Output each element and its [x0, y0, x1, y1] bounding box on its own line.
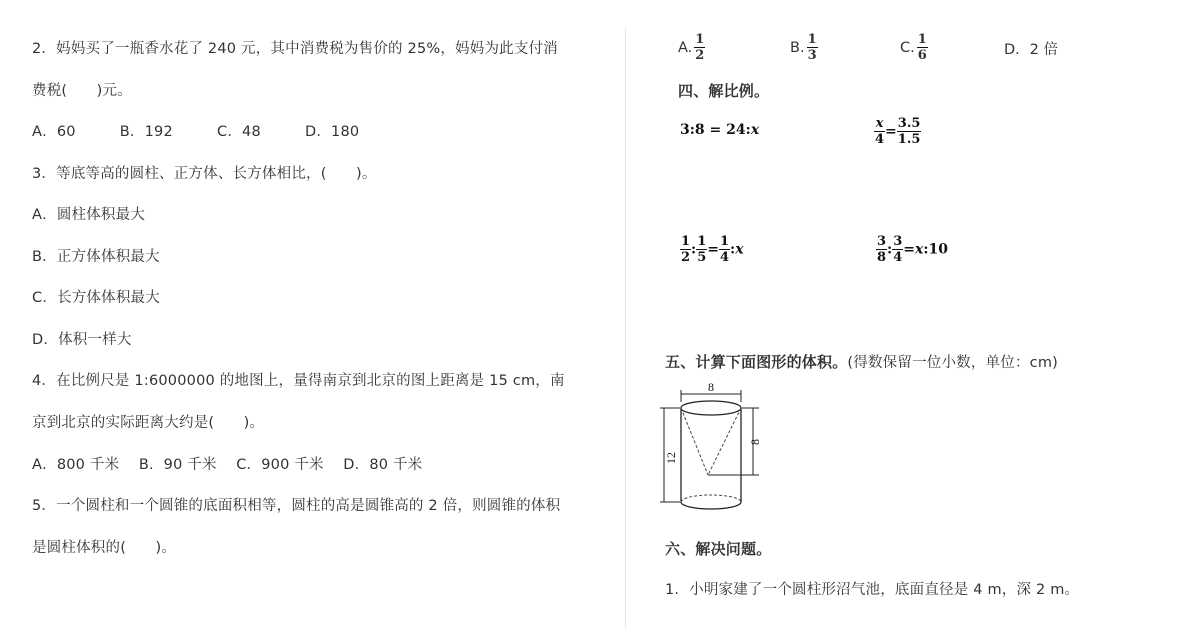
choice-b-fraction [807, 32, 818, 63]
q4-line1: 4．在比例尺是 1:6000000 的地图上，量得南京到北京的图上距离是 15 cm，南 [32, 373, 565, 389]
q5-line2: 是圆柱体积的( )。 [32, 540, 177, 556]
q5-line1: 5．一个圆柱和一个圆锥的底面积相等，圆柱的高是圆锥高的 2 倍，则圆锥的体积 [32, 498, 561, 514]
section6-title: 六、解决问题。 [665, 540, 772, 558]
q3-stem: 3．等底等高的圆柱、正方体、长方体相比，( )。 [32, 166, 377, 182]
cylinder-top-ellipse [681, 401, 741, 415]
eq4-variable: x [915, 241, 924, 258]
fraction-numerator: x [875, 116, 884, 131]
fraction-denominator: 4 [875, 132, 885, 147]
diameter-label: 8 [708, 380, 714, 394]
cone-left-edge [681, 408, 708, 475]
choice-d: D．2 倍 [1004, 42, 1058, 58]
section5-title-line [665, 352, 1058, 373]
cylinder-bottom-back [681, 495, 741, 502]
fraction-numerator: 1 [807, 32, 817, 47]
q3-option-c: C．长方体体积最大 [32, 290, 160, 306]
eq4-term: 10 [928, 241, 949, 258]
fraction-denominator: 3 [807, 48, 817, 63]
choice-a-fraction [694, 32, 705, 63]
fraction-denominator: 2 [695, 48, 705, 63]
q2-line1: 2．妈妈买了一瓶香水花了 240 元，其中消费税为售价的 25%，妈妈为此支付消 [32, 41, 558, 57]
equation-2: $\frac{x}{4}$ = $\frac{3.5}{1.5}$ [875, 116, 921, 147]
fraction-denominator: 4 [720, 250, 730, 265]
equation-3: $\frac{1}{2}$ : $\frac{1}{5}$ = $\frac{1}{4}$ :x [681, 234, 744, 265]
cylinder-bottom-front [681, 502, 741, 509]
column-divider [625, 28, 626, 628]
eq1-term: 24 [726, 122, 746, 138]
fraction-denominator: 1.5 [897, 132, 921, 147]
fraction-numerator: 1 [681, 234, 691, 249]
fraction-numerator: 1 [697, 234, 707, 249]
equation-1: 3:8 = 24:x [680, 122, 760, 138]
fraction-denominator: 2 [681, 250, 691, 265]
section4-title: 四、解比例。 [678, 82, 770, 100]
section6-q1: 1．小明家建了一个圆柱形沼气池，底面直径是 4 m，深 2 m。 [665, 582, 1080, 598]
fraction-numerator: 1 [695, 32, 705, 47]
fraction-denominator: 8 [877, 250, 887, 265]
choice-a-label: A. [678, 39, 693, 56]
fraction-numerator: 3 [893, 234, 903, 249]
choice-a [678, 32, 705, 63]
q2-options: A．60 B．192 C．48 D．180 [32, 124, 360, 140]
eq1-term: 3 [680, 122, 690, 138]
choice-b-label: B. [790, 39, 805, 56]
section5-note: (得数保留一位小数，单位：cm) [847, 355, 1059, 371]
choice-c-label: C. [900, 39, 915, 56]
equation-4: $\frac{3}{8}$ : $\frac{3}{4}$ =x:10 [877, 234, 949, 265]
q3-option-b: B．正方体体积最大 [32, 249, 160, 265]
eq1-term: 8 [694, 122, 705, 138]
q4-options: A．800 千米 B．90 千米 C．900 千米 D．80 千米 [32, 457, 423, 473]
q3-option-a: A．圆柱体积最大 [32, 207, 146, 223]
choice-c [900, 32, 928, 63]
fraction-numerator: 3 [877, 234, 887, 249]
height-label: 12 [664, 452, 678, 464]
section5-title: 五、计算下面图形的体积。 [665, 353, 848, 371]
fraction-numerator: 1 [917, 32, 927, 47]
fraction-numerator: 1 [720, 234, 730, 249]
cone-right-edge [708, 408, 741, 475]
fraction-numerator: 3.5 [897, 116, 921, 131]
fraction-denominator: 5 [697, 250, 707, 265]
q2-line2: 费税( )元。 [32, 83, 132, 99]
choice-c-fraction [917, 32, 928, 63]
fraction-denominator: 6 [917, 48, 927, 63]
cone-height-label: 8 [748, 439, 762, 445]
cylinder-cone-figure [656, 380, 766, 520]
q3-option-d: D．体积一样大 [32, 332, 132, 348]
fraction-denominator: 4 [893, 250, 903, 265]
q4-line2: 京到北京的实际距离大约是( )。 [32, 415, 265, 431]
eq3-variable: x [735, 241, 744, 258]
eq1-variable: x [750, 122, 760, 138]
choice-b [790, 32, 818, 63]
